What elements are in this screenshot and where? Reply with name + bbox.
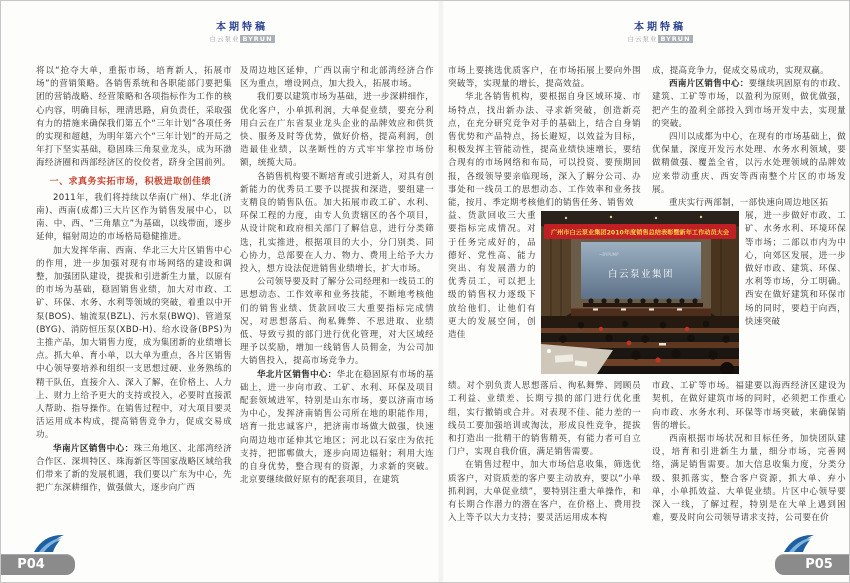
paragraph [240, 369, 434, 488]
page-gutter [438, 1, 444, 583]
page-number: P05 [805, 557, 833, 572]
paragraph: 将以“抢夺大单，重振市场，培育新人，拓展市场”的营销策略。各销售系统和各职能部门要把集团的营销战略、经营策略和各项指标作为工作的核心内容，明确目标，理清思路，肩负责任，采取强有力的措施来确保我们第五个“三年计划”各项任务的实现和超越，为明年第六个“三年计划”的开局之年打下坚实基础，稳固珠三角泵业龙头，成为环渤海经济圈和西部经济区的佼佼者，跻身全国前列。 [36, 66, 232, 169]
paragraph-text: 华北在稳固原有市场的基础上，进一步向市政、工矿、水利、环保及项目配套领域进军，特别是山东市场，要以济南市场为中心，发挥济南销售公司所在地的职能作用，培育一批忠诚客户，把济南市场做大做强，快速向周边地市延伸其它地区；河北以石家庄为依托支持，把邯郸做大，逐步向周边辐射；利用大连的自身优势，整合现有的资源，力求新的突破。北京要继续做好原有的配套项目，在建筑 [240, 369, 434, 486]
left-page-column-2 [240, 65, 434, 548]
publisher-logo-icon [31, 532, 67, 554]
paragraph-text: 要继续巩固原有的市政、建筑、工矿等市场，以盈利为原则，做优做强，把产生的盈利全部投入到市场开发中去，实现量的突破。 [652, 79, 846, 129]
red-flower [627, 341, 632, 346]
left-page-column-1 [36, 65, 232, 548]
brand-name: 白云泵业 [627, 35, 658, 43]
photo-screen-text: 白云泵业集团 [607, 269, 675, 280]
paragraph: 2011年，我们将持续以华南(广州)、华北(济南)、西南(成都)三大片区作为销售发展中心，以南、中、西、“三角鼎立”为基础，以线带面，逐步延伸，辐射周边的市场格局稳健推进。 [36, 192, 232, 243]
paragraph [36, 443, 232, 496]
paragraph: 在销售过程中，加大市场信息收集，筛选优质客户，对资质差的客户要主动放弃，要以“小单抓利润，大单促业绩”，要特别注重大单操作，和有长期合作潜力的潜在客户，在价格上、费用投入上等予以大力支持；要灵活运用成本构 [448, 460, 641, 524]
brand-name: 白云泵业 [209, 35, 240, 43]
paragraph: 成，提高竞争力，促成交易成功，实现双赢。 [652, 66, 830, 76]
paragraph: 加大发挥华南、西南、华北三大片区销售中心的作用，进一步加强对现有市场网络的建设和调整，加强团队建设，提拔和引进新生力量，以原有的市场为基础，稳固销售业绩，加大对市政、工矿、环保、水务、水利等领域的突破，着重以中开泵(BOS)、轴流泵(BZL)、污水泵(BWQ)、管道泵(BYG)、消防恒压泵(XBD-H)、给水设备(BPS)为主推产品，加大销售力度，成为集团新的业绩增长点。抓大单、育小单，以大单为重点，各片区销售中心领导要培养和组织一支思想过硬、业务熟练的精干队伍，直接介入、深入了解，在价格上、人力上、财力上给予更大的支持或投入，必要时直接派人帮助、指导操作。在销售过程中，对大项目要灵活运用成本构成，提高销售竞争力，促成交易成功。 [36, 245, 232, 441]
red-flower [655, 357, 660, 362]
screen-watermark: ~BYPUMP [599, 252, 619, 257]
brand-tag: BYRUN [660, 35, 691, 43]
subsection-lead: 西南片区销售中心： [669, 79, 749, 90]
paragraph: 绩。对个别负责人思想落后、徇私舞弊、罔顾员工利益、业绩差、长期亏损的部门进行优化重组，实行撤销或合并。对表现不佳、能力差的一线员工要加强培训或淘汰，形成良性竞争，提拔和打造出一批精干的销售精英，有能力者可自立门户，实现自我价值，满足销售需要。 [448, 381, 641, 458]
photo-banner-text: 广州市白云泵业集团2010年度销售总结表彰暨新年工作动员大会 [550, 229, 730, 237]
brand-line [187, 35, 297, 43]
left-page-number-tab [0, 554, 75, 575]
conference-photo [541, 211, 739, 374]
paragraph: 及周边地区延伸，广西以南宁和北部湾经济合作区为重点，增设网点，加大投入，拓展市场。 [240, 66, 434, 90]
paragraph: 华北各销售机构，要根据自身区域环境、市场特点，找出新办法、寻求新突破，创造新亮点，在充分研究竞争对手的基础上，结合自身销售优势和产品特点，扬长避短，以效益为目标，积极发挥主管能动性，提高业绩快速增长，要结合现有的市场网络和布局，可以投资、要预期回报，各级领导要亲临现场，深入了解分公司、办事处和一线员工的思想动态、工作效率和业务技能，按月、季定期考核他们的销售任务、销售效 [448, 92, 641, 209]
conference-photo-image [541, 211, 739, 374]
paragraph-wrap-segment: 益、货款回收三大重要指标完成情况。对于任务完成好的，品德好、党性高、能力突出、有发展潜力的优秀员工，可以把上级的销售权力逐级下放给他们，让他们有更大的发展空间，创造佳 [448, 211, 536, 341]
subsection-lead: 华南片区销售中心： [53, 443, 134, 454]
paragraph: 重庆实行两部制，一部快速向周边地区拓 [669, 198, 829, 209]
section-heading: 一、求真务实拓市场，积极进取创佳绩 [49, 176, 212, 187]
subsection-lead: 华北片区销售中心： [257, 369, 337, 380]
right-page-header [605, 22, 715, 43]
paragraph: 市政、工矿等市场。福建要以海西经济区建设为契机，在做好建筑市场的同时，必须把工作重心向市政、水务水利、环保等市场突破，来确保销售的增长。 [652, 381, 846, 431]
right-page-number-tab [775, 554, 850, 575]
red-flower [599, 327, 603, 331]
paragraph: 四川以成都为中心，在现有的市场基础上，做优保量，深度开发污水处理、水务水利领域，要做精做强、覆盖全省，以污水处理领域的品牌效应来带动重庆、西安等西南整个片区的市场发展。 [652, 132, 846, 195]
left-page-header [187, 22, 297, 43]
page-number: P04 [17, 557, 45, 572]
paragraph: 西南根据市场状况和目标任务，加快团队建设，培育和引进新生力量，细分市场，完善网络，满足销售需要。加大信息收集力度，分类分级、狠抓落实，整合客户资源，抓大单、弃小单，小单抓效益、大单促业绩。片区中心领导要深入一线，了解过程，特别是在大单上遇到困难，要及时向公司领导请求支持，公司要在价 [652, 434, 846, 524]
paragraph: 各销售机构要不断培育或引进新人，对具有创新能力的优秀员工要予以提拔和深造，要组建一支精良的销售队伍。加大拓展市政工矿、水利、环保工程的力度，由专人负责辖区的各个项目，从设计院和政府相关部门了解信息，进行分类筛选，扎实推进，根据项目的大小，分门别类、同心协力，总部要在人力、物力、费用上给予大力投入，想方设法促进销售业绩增长，扩大市场。 [240, 171, 434, 275]
column-title: 本期特稿 [634, 22, 686, 33]
paragraph: 公司领导要及时了解分公司经理和一线员工的思想动态、工作效率和业务技能，不断地考核他们的销售业绩、货款回收三大重要指标完成情况，对思想落后、徇私舞弊、不思进取、业绩低、导致亏损的部门进行优化管理，对大区域经理予以奖励，增加一线销售人员佣金，为公司加大销售投入，提高市场竞争力。 [240, 277, 434, 367]
paragraph-wrap-segment: 展，进一步做好市政、工矿、水务水利、环境环保等市场；二部以市内为中心，向郊区发展，进一步做好市政、建筑、环保、水利等市场，分工明确。西安在做好建筑和环保市场的同时，要趋于向西，快速突破 [745, 211, 846, 327]
brand-tag: BYRUN [242, 35, 273, 43]
paragraph: 市场上要挑选优质客户，在市场拓展上要向外围突破等，实现量的增长，提高效益。 [448, 66, 641, 90]
paragraph: 我们要以建筑市场为基础，进一步深耕细作，优化客户，小单抓利润，大单促业绩，要充分利用白云在广东省泵业龙头企业的品牌效应和供货快、服务及时等优势，做好价格，提高利润，创造最佳业绩，以垄断性的方式牢牢掌控市场份额，统揽大局。 [240, 92, 434, 169]
paragraph-text: 珠三角地区、北部湾经济合作区、深圳特区、珠海新区等国家战略区域给我们带来了新的发展机遇，我们要以广东为中心，先把广东深耕细作，做强做大，逐步向广西 [36, 443, 232, 494]
brand-line [605, 35, 715, 43]
publisher-logo-icon [781, 532, 817, 554]
red-flower [685, 327, 689, 331]
column-title: 本期特稿 [216, 22, 268, 33]
paragraph [652, 78, 846, 131]
